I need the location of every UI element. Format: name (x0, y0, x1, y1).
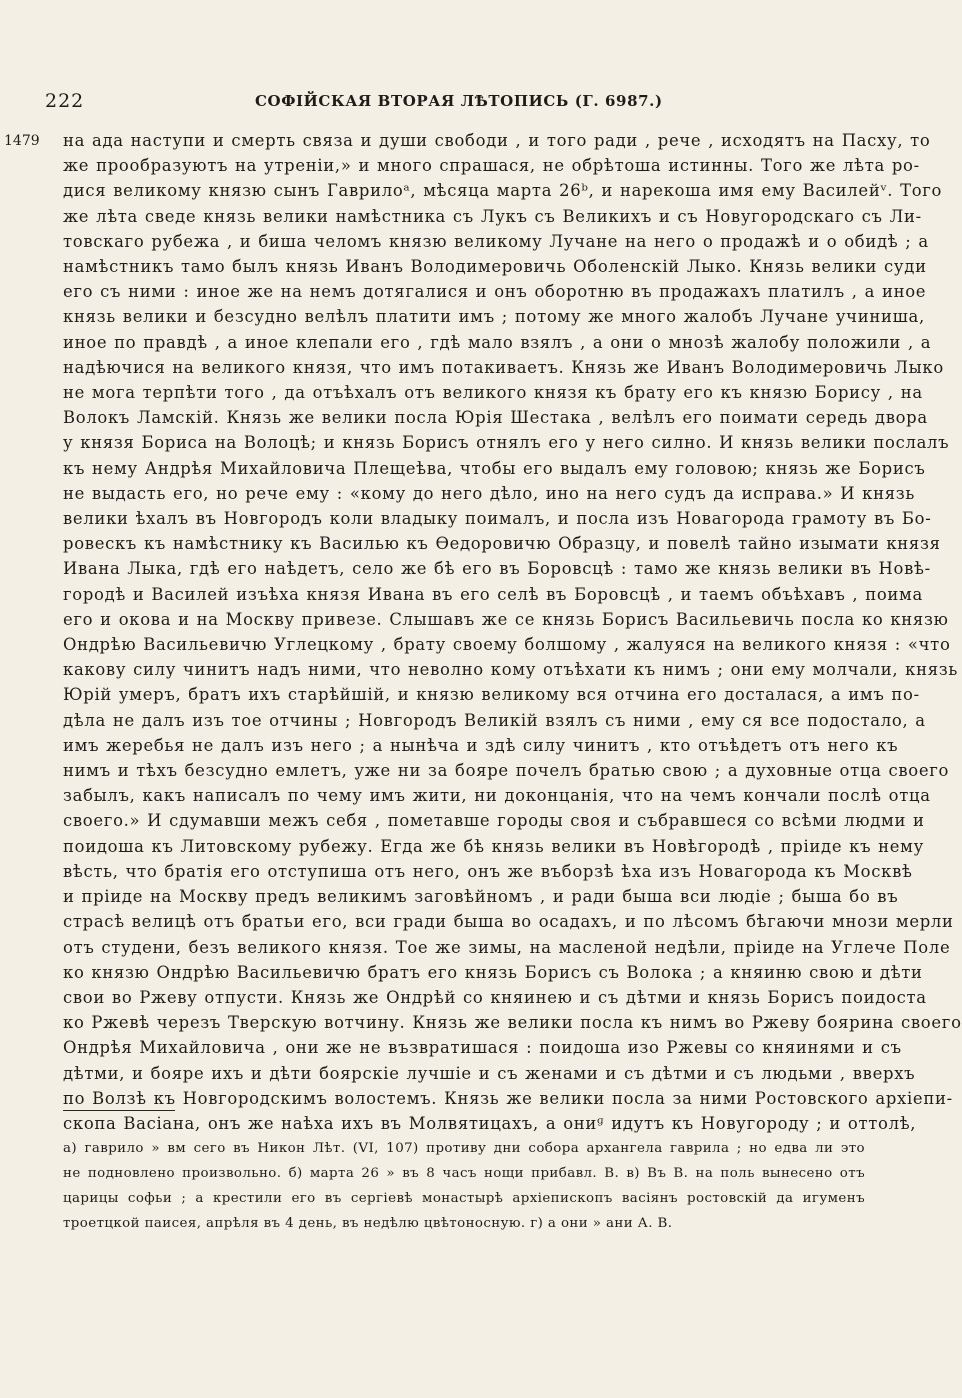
text-line: вѣсть, что братія его отступиша отъ него, онъ же въборзѣ ѣха изъ Новагорода къ Москвѣ (63, 861, 913, 881)
text-line: нимъ и тѣхъ безсудно емлетъ, уже ни за бояре почелъ братью свою ; а духовные отца своего (63, 761, 950, 781)
text-line: велики ѣхалъ въ Новгородъ коли владыку поималъ, и посла изъ Новагорода грамоту въ Бо- (63, 509, 932, 529)
text-line: дѣла не далъ изъ тое отчины ; Новгородъ Великій взялъ съ ними , ему ся все подостало, а (63, 710, 926, 730)
text-line: Ивана Лыка, гдѣ его наѣдетъ, село же бѣ его въ Боровсцѣ : тамо же князь велики въ Новѣ- (63, 559, 931, 579)
text-line: князь велики и безсудно велѣлъ платити имъ ; потому же много жалобъ Лучане учиниша, (63, 307, 925, 327)
text-line: товскаго рубежа , и биша челомъ князю великому Лучане на него о продажѣ и о обидѣ ; а (63, 231, 929, 251)
text-line: скопа Васіана, онъ же наѣха ихъ въ Молвятицахъ, а ониᶢ идутъ къ Новугороду ; и оттолѣ, (63, 1113, 917, 1133)
text-line: городѣ и Василей изъѣха князя Ивана въ его селѣ въ Боровсцѣ , и таемъ объѣхавъ , поима (63, 584, 923, 604)
page-number: 222 (45, 90, 85, 112)
text-line: имъ жеребья не далъ изъ него ; а нынѣча и здѣ силу чинитъ , кто отъѣдетъ отъ него къ (63, 735, 899, 755)
chronicle-text (63, 128, 962, 1136)
text-line: не выдасть его, но рече ему : «кому до него дѣло, ино на него судъ да исправа.» И князь (63, 483, 916, 503)
text-line: ровескъ къ намѣстнику къ Василью къ Ѳедоровичю Образцу, и повелѣ тайно изымати князя (63, 534, 941, 554)
footnote-line: царицы софьи ; а крестили его въ сергіевѣ монастырѣ архіепископъ васіянъ ростовскій да игуменъ (63, 1191, 865, 1206)
text-line: свои во Ржеву отпусти. Князь же Ондрѣй со княинею и съ дѣтми и князь Борисъ поидоста (63, 987, 927, 1007)
text-line: его и окова и на Москву привезе. Слышавъ же се князь Борисъ Васильевичь посла ко князю (63, 609, 949, 629)
text-line: его съ ними : иное же на немъ дотягалися и онъ оборотню въ продажахъ платилъ , а иное (63, 282, 927, 302)
text-line: же лѣта сведе князь велики намѣстника съ Лукъ съ Великихъ и съ Новугородскаго съ Ли- (63, 206, 922, 226)
text-line: по Волзѣ къ Новгородскимъ волостемъ. Князь же велики посла за ними Ростовского архіепи- (63, 1088, 953, 1108)
text-line: иное по правдѣ , а иное клепали его , гдѣ мало взялъ , а они о мнозѣ жалобу положили , а (63, 332, 932, 352)
footnote-line: троетцкой паисея, апрѣля въ 4 день, въ недѣлю цвѣтоносную. г) а они » ани А. В. (63, 1216, 673, 1231)
text-line: дѣтми, и бояре ихъ и дѣти боярскіе лучшіе и съ женами и съ дѣтми и съ людьми , вверхъ (63, 1063, 916, 1083)
text-line: забылъ, какъ написалъ по чему имъ жити, ни доконцанія, что на чемъ кончали послѣ отца (63, 786, 931, 806)
text-line: дися великому князю сынъ Гаврилоᵃ, мѣсяца марта 26ᵇ, и нарекоша имя ему Василейᵛ. Того (63, 181, 943, 201)
text-line: на ада наступи и смерть связа и души свободи , и того ради , рече , исходятъ на Пасху, то (63, 131, 931, 150)
text-line: надѣючися на великого князя, что имъ потакиваетъ. Князь же Иванъ Володимеровичь Лыко (63, 357, 944, 377)
text-line: и пріиде на Москву предъ великимъ заговѣйномъ , и ради быша вси людіе ; быша бо въ (63, 887, 899, 907)
text-line: поидоша къ Литовскому рубежу. Егда же бѣ князь велики въ Новѣгородѣ , пріиде къ нему (63, 836, 924, 856)
text-line: же прообразуютъ на утреніи,» и много спрашася, не обрѣтоша истинны. Того же лѣта ро- (63, 156, 920, 176)
text-line: у князя Бориса на Волоцѣ; и князь Борисъ отнялъ его у него силно. И князь велики послалъ (63, 433, 950, 453)
footnote-line: а) гаврило » вм сего въ Никон Лѣт. (VI, 107) противу дни собора архангела гаврила ; но едва ли это (63, 1141, 865, 1156)
text-line: ко князю Ондрѣю Васильевичю братъ его князь Борисъ съ Волока ; а княиню свою и дѣти (63, 962, 923, 982)
margin-year: 1479 (4, 133, 40, 149)
text-line: Волокъ Ламскій. Князь же велики посла Юрія Шестака , велѣлъ его поимати середь двора (63, 408, 928, 428)
running-title: СОФІЙСКАЯ ВТОРАЯ ЛѢТОПИСЬ (Г. 6987.) (255, 92, 663, 110)
text-line: Ондрѣя Михайловича , они же не възвратишася : поидоша изо Ржевы со княинями и съ (63, 1038, 902, 1058)
text-line: къ нему Андрѣя Михайловича Плещеѣва, чтобы его выдалъ ему головою; князь же Борисъ (63, 458, 926, 478)
footnote-line: не подновлено произвольно. б) марта 26 » въ 8 часъ нощи прибавл. В. в) Въ В. на поль вынесено отъ (63, 1166, 865, 1181)
text-line: ко Ржевѣ черезъ Тверскую вотчину. Князь же велики посла къ нимъ во Ржеву боярина своего (63, 1013, 962, 1033)
text-line: страсѣ велицѣ отъ братьи его, вси гради быша во осадахъ, и по лѣсомъ бѣгаючи мнози мерли (63, 912, 954, 932)
page-header (45, 90, 860, 114)
text-line: своего.» И сдумавши межъ себя , пометавше городы своя и събравшеся со всѣми людми и (63, 811, 925, 831)
text-line: Ондрѣю Васильевичю Углецкому , брату своему болшому , жалуяся на великого князя : «что (63, 635, 951, 655)
footnote-rule (63, 1110, 175, 1111)
text-line: какову силу чинитъ надъ ними, что неволно кому отъѣхати къ нимъ ; они ему молчали, князь (63, 660, 959, 680)
footnotes (63, 1136, 865, 1236)
text-line: Юрій умеръ, братъ ихъ старѣйшій, и князю великому вся отчина его досталася, а имъ по- (63, 685, 920, 705)
text-line: отъ студени, безъ великого князя. Тое же зимы, на масленой недѣли, пріиде на Углече Поле (63, 937, 951, 957)
text-line: не мога терпѣти того , да отъѣхалъ отъ великого князя къ брату его къ князю Борису , на (63, 383, 923, 403)
text-line: намѣстникъ тамо былъ князь Иванъ Володимеровичь Оболенскій Лыко. Князь велики суди (63, 257, 927, 277)
